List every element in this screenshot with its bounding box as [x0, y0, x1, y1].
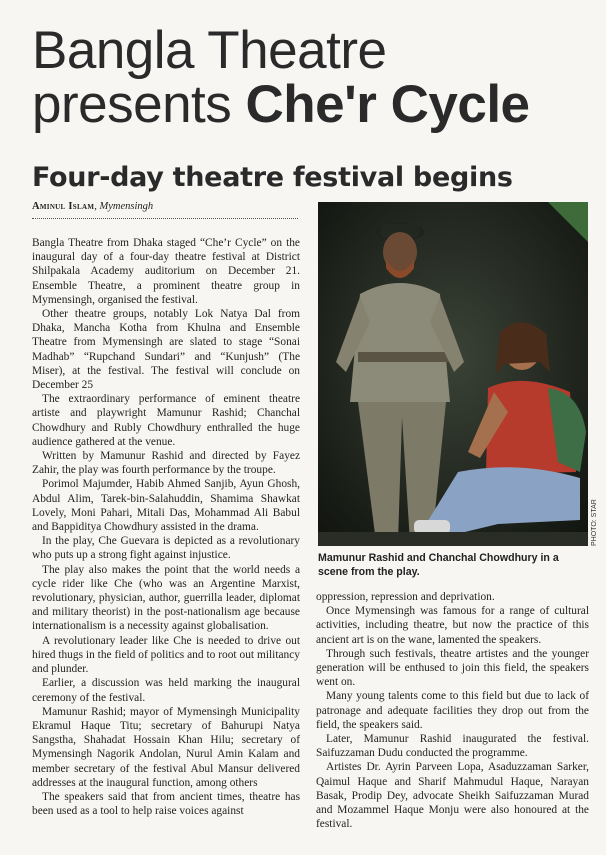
article-headline — [32, 21, 592, 134]
paragraph: Porimol Majumder, Habib Ahmed Sanjib, Ayun Ghosh, Abdul Alim, Tarek-bin-Salahuddin, Shamima Shawkat Lovely, Moni Pahari, Mitali Das, Mohammad Ali Babul and Bappiditya Chowdhury assisted in the drama. — [32, 478, 300, 534]
paragraph: Once Mymensingh was famous for a range of cultural activities, including theatre, but now the practice of this ancient art is on the wane, lamented the speakers. — [316, 605, 589, 646]
byline: Aminul Islam, Mymensingh — [32, 201, 154, 212]
paragraph: The extraordinary performance of eminent theatre artiste and playwright Mamunur Rashid; Chanchal Chowdhury and Rubly Chowdhury enthralled the huge audience gathered at the venue. — [32, 393, 300, 448]
stage-scene-illustration — [318, 202, 588, 546]
headline-play-title: Che'r Cycle — [245, 75, 530, 134]
byline-divider — [32, 218, 298, 219]
paragraph: Through such festivals, theatre artistes and the younger generation will be enthused to join this field, the speakers went on. — [316, 647, 589, 689]
paragraph: Earlier, a discussion was held marking the inaugural ceremony of the festival. — [32, 677, 300, 704]
paragraph: Later, Mamunur Rashid inaugurated the festival. Saifuzzaman Dudu conducted the programme. — [316, 733, 589, 760]
byline-place: Mymensingh — [99, 201, 154, 212]
paragraph: Other theatre groups, notably Lok Natya Dal from Dhaka, Mancha Kotha from Khulna and Ensemble Theatre from Mymensingh are slated to stage “Sonai Madhab” “Rupchand Sundari” and “Kunjush” (The Miser), at the festival. The festival will conclude on December 25 — [32, 308, 300, 392]
paragraph: Written by Mamunur Rashid and directed by Fayez Zahir, the play was fourth performance by the troupe. — [32, 450, 300, 477]
headline-line-1: Bangla Theatre — [32, 21, 387, 80]
paragraph: Artistes Dr. Ayrin Parveen Lopa, Asaduzzaman Sarker, Qaimul Haque and Sharif Mahmudul Haque, Narayan Basak, Prodip Dey, advocate Sheikh Saifuzzaman Murad and Mozammel Haque Monju were also honoured at the festival. — [316, 761, 589, 831]
article-column-2 — [316, 590, 589, 831]
byline-author: Aminul Islam — [32, 201, 95, 212]
paragraph: The speakers said that from ancient times, theatre has been used as a tool to help raise voices against — [32, 790, 300, 818]
article-photo — [318, 202, 588, 546]
headline-line-2-plain: presents — [32, 75, 246, 134]
photo-caption: Mamunur Rashid and Chanchal Chowdhury in a scene from the play. — [318, 552, 559, 578]
paragraph: The play also makes the point that the world needs a cycle rider like Che (who was an Argentine Marxist, revolutionary, physician, author, guerrilla leader, diplomat and military theorist) in the post-nationalism age because internationalism is a necessity against globalisation. — [32, 563, 300, 633]
paragraph: In the play, Che Guevara is depicted as a revolutionary who puts up a strong fight against injustice. — [32, 535, 300, 562]
paragraph: oppression, repression and deprivation. — [316, 591, 495, 603]
paragraph: Many young talents come to this field but due to lack of patronage and adequate facilities they drop out from the field, the speakers said. — [316, 690, 589, 731]
photo-credit: PHOTO: STAR — [591, 499, 598, 546]
article-subheadline: Four-day theatre festival begins — [32, 162, 513, 193]
paragraph: A revolutionary leader like Che is needed to drive out hired thugs in the field of politics and to root out militancy and plunder. — [32, 634, 300, 676]
paragraph: Mamunur Rashid; mayor of Mymensingh Municipality Ekramul Haque Titu; secretary of Bahurupi Natya Sangstha, Shahadat Hossain Khan Hilu; secretary of Mymensingh Nagorik Andolan, Nurul Amin Kalam and member secretary of the festival Abul Mansur delivered addresses at the inaugural function, among others — [32, 705, 300, 789]
paragraph: Bangla Theatre from Dhaka staged “Che’r Cycle” on the inaugural day of a four-day theatre festival at District Shilpakala Academy auditorium on December 21. Ensemble Theatre, a prominent theatre group in Mymensingh, organised the festival. — [32, 237, 300, 306]
article-column-1 — [32, 236, 300, 818]
